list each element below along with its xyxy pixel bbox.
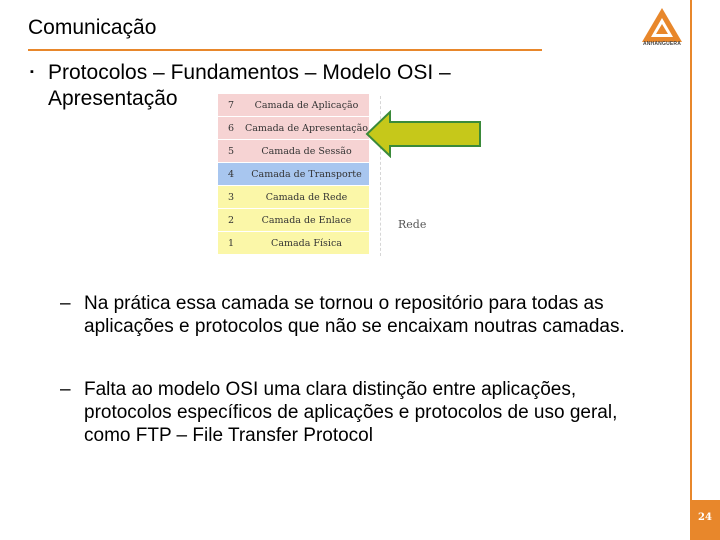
osi-layer-2 (218, 209, 369, 231)
osi-layer-number: 1 (227, 237, 235, 249)
sub-bullet-text: Na prática essa camada se tornou o repositório para todas as aplicações e protocolos que não se encaixam noutras camadas. (84, 293, 625, 337)
slide-title: Comunicação (28, 16, 157, 39)
osi-layer-name: Camada de Transporte (251, 168, 362, 180)
osi-layer-7 (218, 94, 369, 116)
osi-layer-name: Camada de Apresentação (245, 122, 368, 134)
logo-text: ANHANGUERA (642, 41, 682, 47)
osi-layer-number: 6 (227, 122, 235, 134)
osi-layer-name: Camada de Rede (265, 191, 348, 203)
osi-layer-number: 7 (227, 99, 235, 111)
osi-side-label: Rede (398, 218, 427, 231)
sub-bullet-dash: – (60, 293, 71, 314)
left-arrow-icon (364, 110, 484, 158)
osi-layer-6 (218, 117, 369, 139)
osi-layer-number: 2 (227, 214, 235, 226)
osi-layer-1 (218, 232, 369, 254)
osi-layer-name: Camada de Sessão (261, 145, 352, 157)
osi-layer-4 (218, 163, 369, 185)
section-heading: Protocolos – Fundamentos – Modelo OSI – Apresentação (48, 61, 451, 110)
side-accent-line (690, 0, 692, 540)
osi-layer-3 (218, 186, 369, 208)
sub-bullet-1 (60, 292, 640, 338)
osi-layer-name: Camada de Aplicação (254, 99, 359, 111)
bullet-marker: ▪ (30, 66, 34, 78)
osi-layer-name: Camada de Enlace (261, 214, 352, 226)
osi-layer-name: Camada Física (271, 237, 342, 249)
sub-bullet-text: Falta ao modelo OSI uma clara distinção entre aplicações, protocolos específicos de aplicações e protocolos de uso geral, como FTP – File Transfer Protocol (84, 379, 618, 446)
osi-layer-5 (218, 140, 369, 162)
page-number: 24 (698, 512, 712, 523)
osi-layer-number: 4 (227, 168, 235, 180)
sub-bullet-dash: – (60, 379, 71, 400)
title-divider (28, 49, 542, 51)
osi-layer-number: 5 (227, 145, 235, 157)
osi-layer-number: 3 (227, 191, 235, 203)
sub-bullet-2 (60, 378, 640, 447)
